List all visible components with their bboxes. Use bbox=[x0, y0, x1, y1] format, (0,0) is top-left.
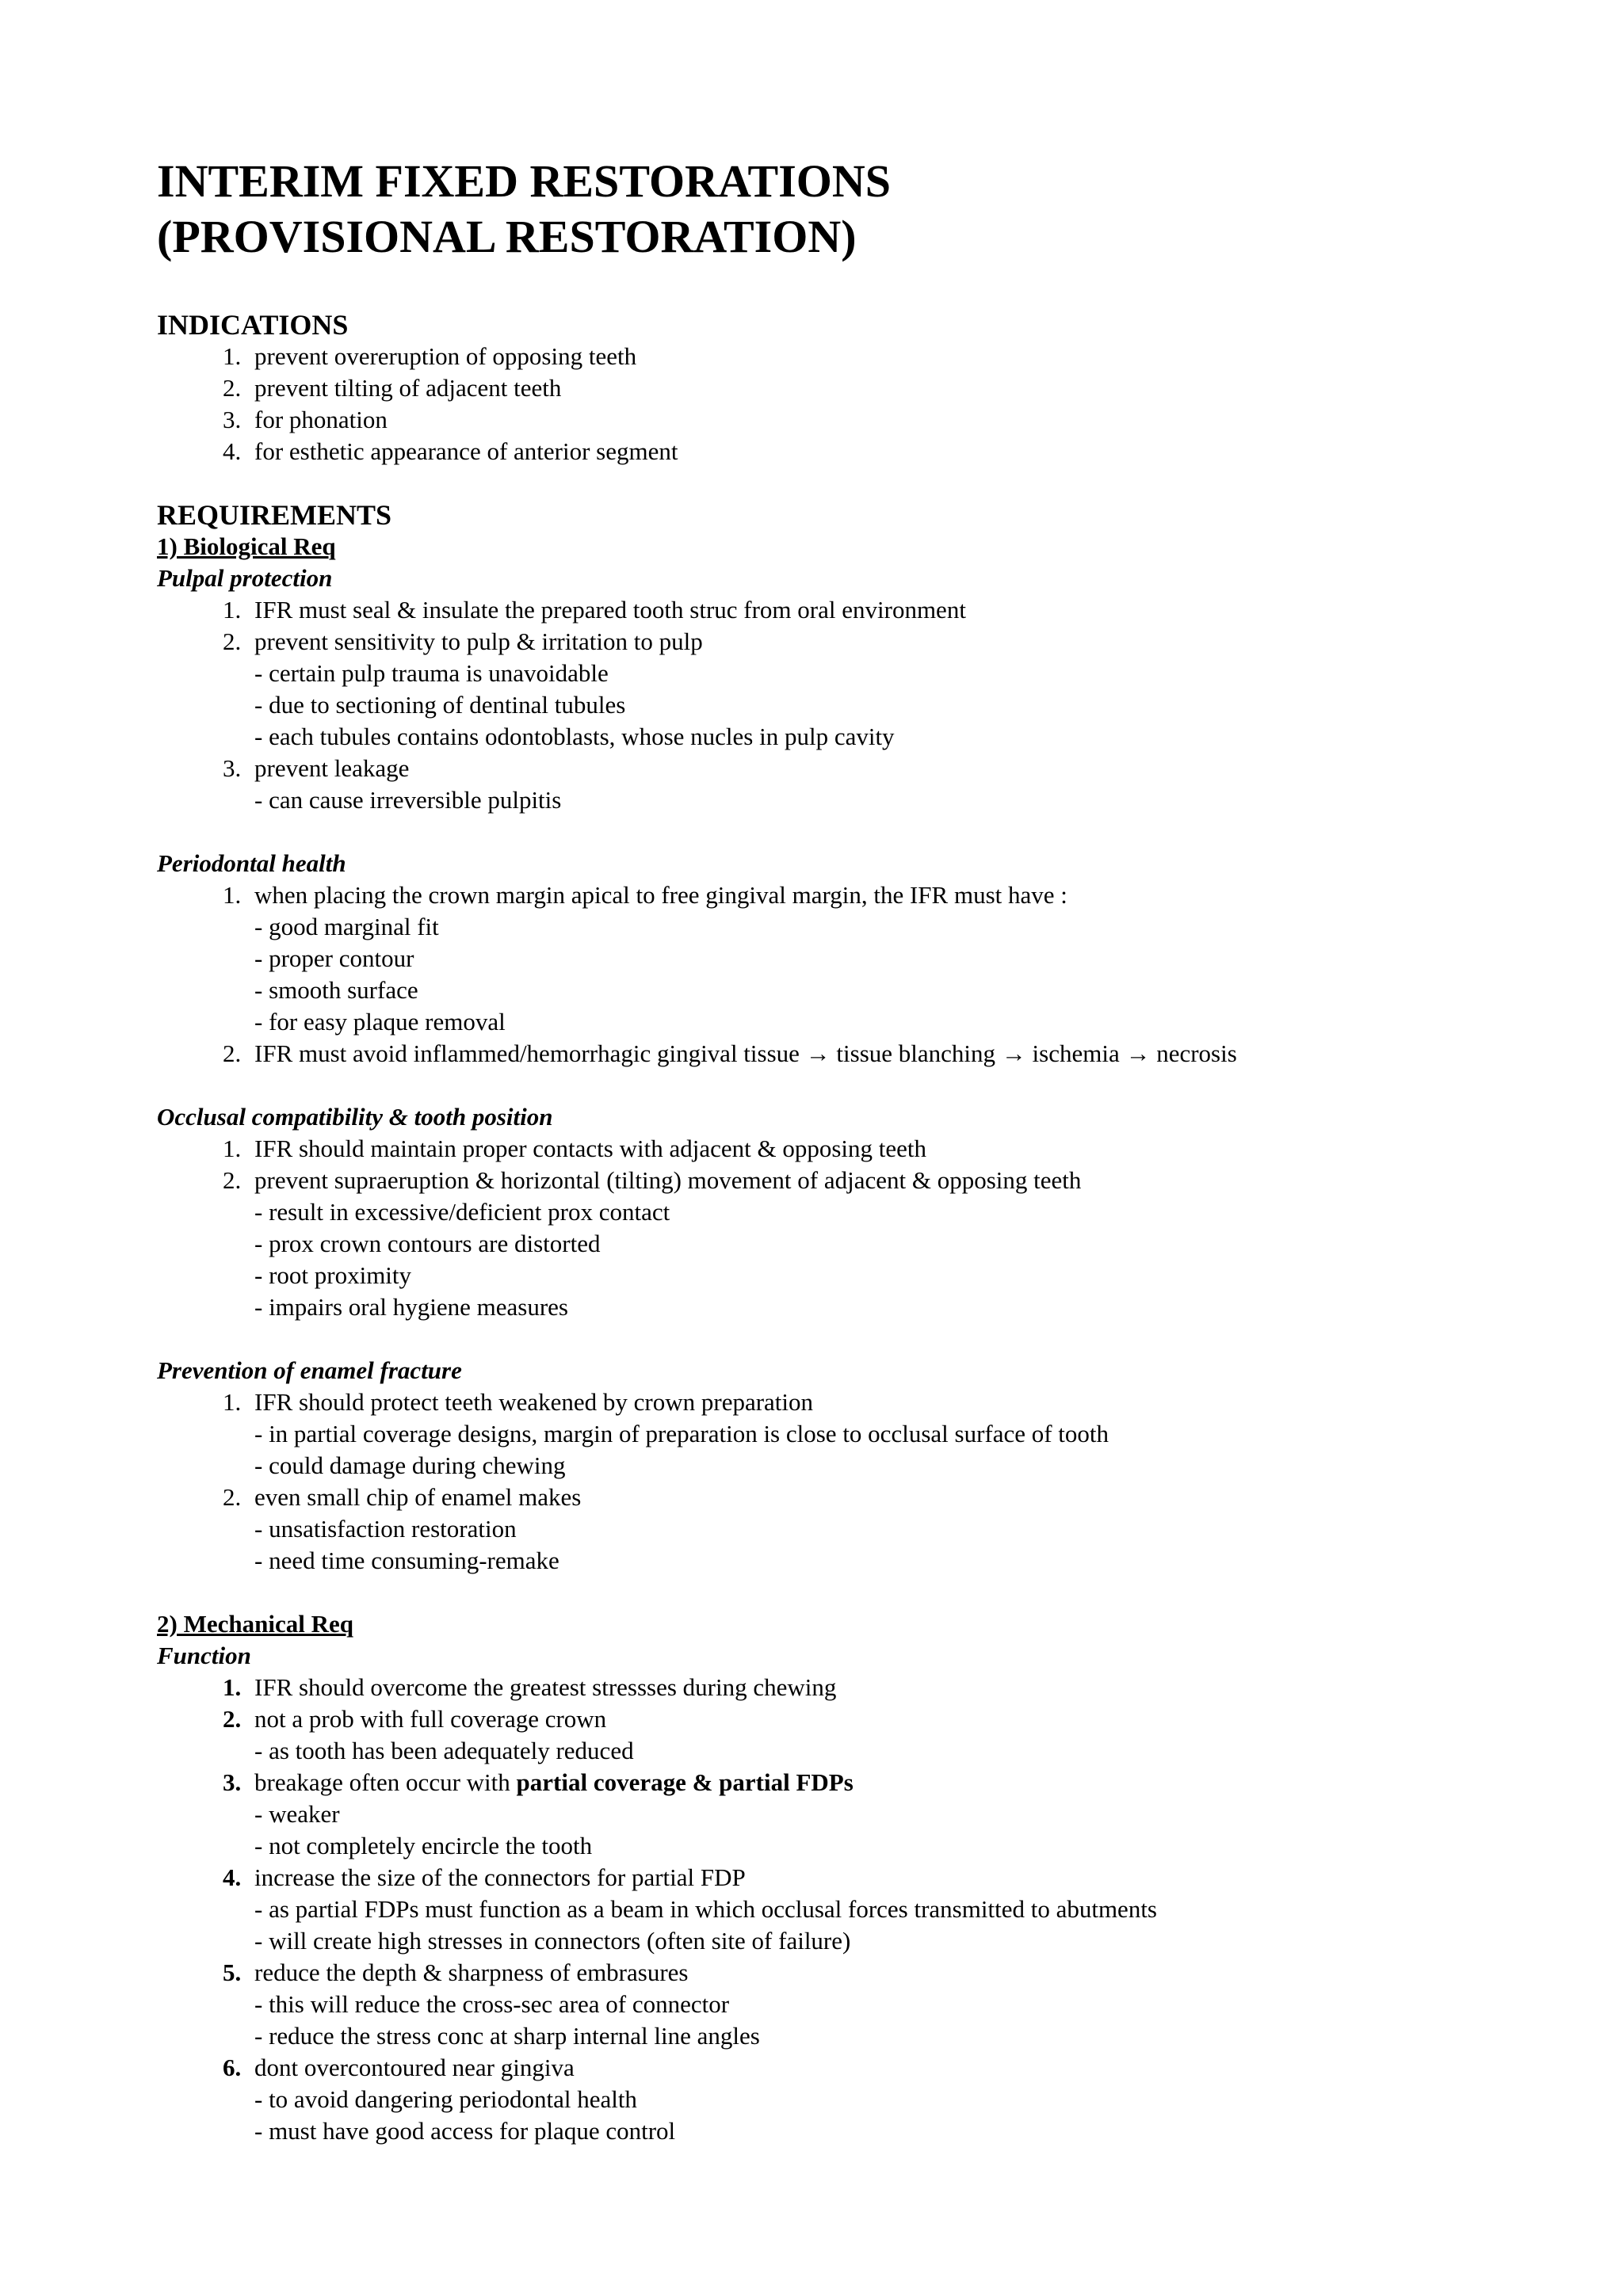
list-item: 4. increase the size of the connectors for partial FDP bbox=[223, 1863, 746, 1891]
periodontal-health-heading: Periodontal health bbox=[157, 849, 346, 877]
list-item: 1. IFR should maintain proper contacts with adjacent & opposing teeth bbox=[223, 1135, 927, 1162]
indications-heading: INDICATIONS bbox=[157, 309, 349, 341]
list-item: 4. for esthetic appearance of anterior segment bbox=[223, 437, 678, 465]
enamel-fracture-heading: Prevention of enamel fracture bbox=[157, 1356, 462, 1384]
list-item: 1. prevent overeruption of opposing teeth bbox=[223, 342, 637, 370]
sub-item: - each tubules contains odontoblasts, whose nucles in pulp cavity bbox=[254, 723, 895, 750]
sub-item: - reduce the stress conc at sharp internal line angles bbox=[254, 2022, 760, 2050]
sub-item: - weaker bbox=[254, 1800, 340, 1828]
list-item: 1. IFR should protect teeth weakened by crown preparation bbox=[223, 1388, 814, 1416]
list-item: 2. even small chip of enamel makes bbox=[223, 1483, 582, 1511]
sub-item: - due to sectioning of dentinal tubules bbox=[254, 691, 626, 719]
sub-item: - impairs oral hygiene measures bbox=[254, 1293, 568, 1321]
sub-item: - good marginal fit bbox=[254, 913, 439, 940]
sub-item: - must have good access for plaque control bbox=[254, 2117, 676, 2145]
enamel-fracture-list bbox=[157, 1386, 1528, 1577]
occlusal-compatibility-heading: Occlusal compatibility & tooth position bbox=[157, 1103, 553, 1131]
list-item: 1. IFR should overcome the greatest stressses during chewing bbox=[223, 1673, 837, 1701]
sub-item: - root proximity bbox=[254, 1261, 412, 1289]
list-item: 3. for phonation bbox=[223, 406, 388, 433]
sub-item: - as tooth has been adequately reduced bbox=[254, 1737, 634, 1764]
list-item: 3. prevent leakage bbox=[223, 754, 410, 782]
list-item: 5. reduce the depth & sharpness of embrasures bbox=[223, 1958, 689, 1986]
sub-item: - result in excessive/deficient prox contact bbox=[254, 1198, 670, 1226]
sub-item: - certain pulp trauma is unavoidable bbox=[254, 659, 609, 687]
list-item: 2. prevent supraeruption & horizontal (tilting) movement of adjacent & opposing teeth bbox=[223, 1166, 1082, 1194]
pulpal-protection-list bbox=[157, 594, 1528, 816]
list-item: 2. prevent tilting of adjacent teeth bbox=[223, 374, 562, 402]
periodontal-health-list bbox=[157, 879, 1528, 1070]
list-item: 3. breakage often occur with partial coverage & partial FDPs bbox=[223, 1768, 854, 1796]
document-title-line-2: (PROVISIONAL RESTORATION) bbox=[157, 211, 857, 262]
list-item: 1. IFR must seal & insulate the prepared tooth struc from oral environment bbox=[223, 596, 966, 624]
sub-item: - prox crown contours are distorted bbox=[254, 1230, 601, 1257]
emphasis-text: partial coverage & partial FDPs bbox=[516, 1768, 854, 1796]
function-list bbox=[157, 1672, 1528, 2147]
sub-item: - proper contour bbox=[254, 944, 414, 972]
list-item: 2. IFR must avoid inflammed/hemorrhagic gingival tissue → tissue blanching → ischemia → necrosis bbox=[223, 1039, 1237, 1067]
sub-item: - this will reduce the cross-sec area of connector bbox=[254, 1990, 730, 2018]
document-title-line-1: INTERIM FIXED RESTORATIONS bbox=[157, 155, 892, 207]
sub-item: - could damage during chewing bbox=[254, 1451, 566, 1479]
sub-item: - smooth surface bbox=[254, 976, 418, 1004]
function-heading: Function bbox=[157, 1642, 251, 1669]
occlusal-compatibility-list bbox=[157, 1133, 1528, 1323]
sub-item: - will create high stresses in connectors (often site of failure) bbox=[254, 1927, 851, 1955]
sub-item: - in partial coverage designs, margin of preparation is close to occlusal surface of tooth bbox=[254, 1420, 1109, 1447]
list-item: 2. prevent sensitivity to pulp & irritation to pulp bbox=[223, 627, 703, 655]
indications-list bbox=[157, 341, 1528, 467]
requirements-heading: REQUIREMENTS bbox=[157, 499, 392, 531]
sub-item: - unsatisfaction restoration bbox=[254, 1515, 517, 1543]
biological-req-heading: 1) Biological Req bbox=[157, 532, 336, 560]
sub-item: - not completely encircle the tooth bbox=[254, 1832, 593, 1859]
sub-item: - as partial FDPs must function as a beam in which occlusal forces transmitted to abutments bbox=[254, 1895, 1157, 1923]
sub-item: - can cause irreversible pulpitis bbox=[254, 786, 562, 814]
list-item: 2. not a prob with full coverage crown bbox=[223, 1705, 607, 1733]
mechanical-req-heading: 2) Mechanical Req bbox=[157, 1610, 353, 1638]
pulpal-protection-heading: Pulpal protection bbox=[157, 564, 333, 592]
list-item: 6. dont overcontoured near gingiva bbox=[223, 2054, 575, 2081]
sub-item: - to avoid dangering periodontal health bbox=[254, 2085, 637, 2113]
list-item: 1. when placing the crown margin apical to free gingival margin, the IFR must have : bbox=[223, 881, 1067, 909]
sub-item: - need time consuming-remake bbox=[254, 1547, 559, 1574]
sub-item: - for easy plaque removal bbox=[254, 1008, 506, 1035]
